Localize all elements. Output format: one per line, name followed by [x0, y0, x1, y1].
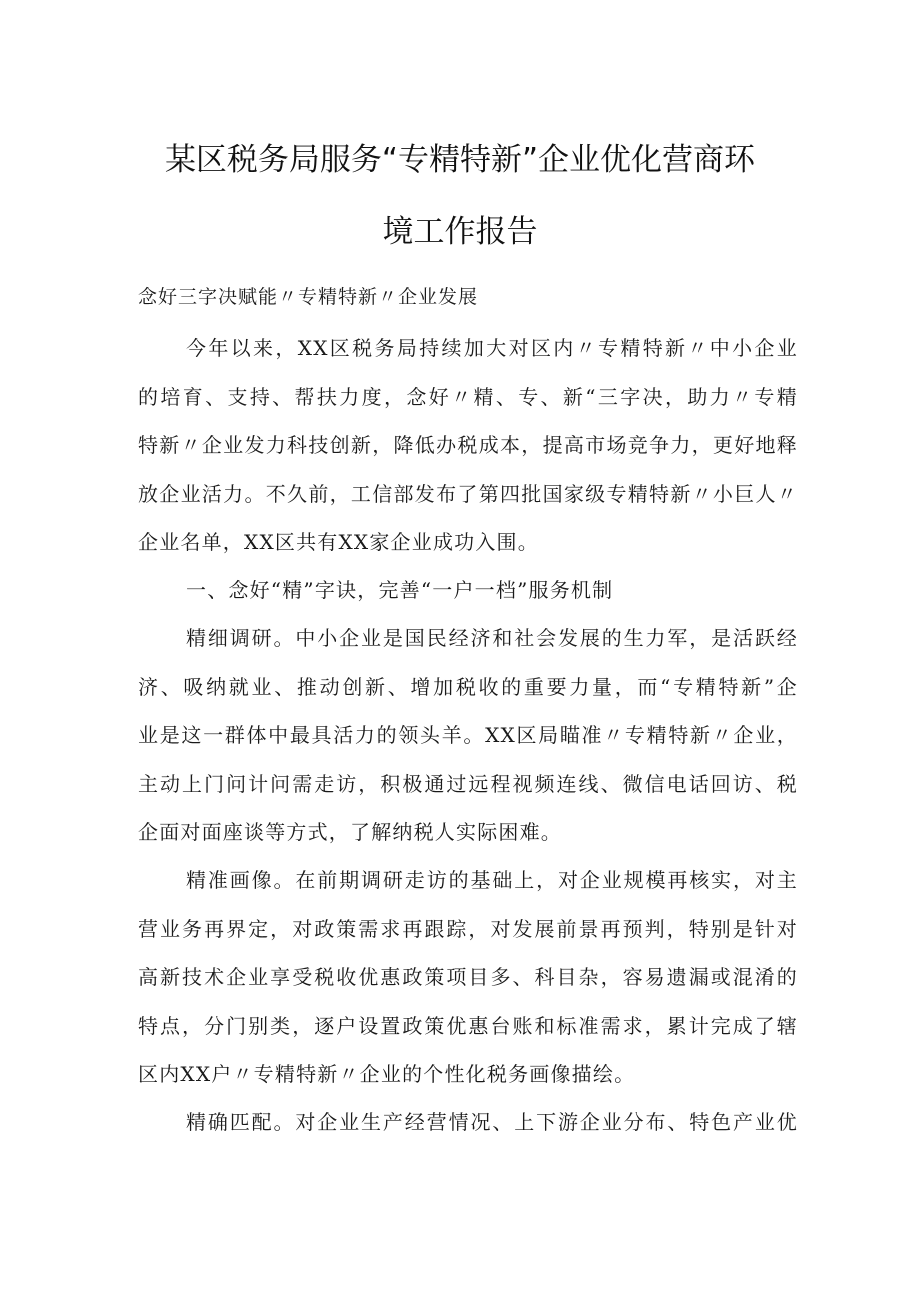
- paragraph-line: 企面对面座谈等方式，了解纳税人实际困难。: [138, 820, 562, 844]
- document-title-line-1: 某区税务局服务“专精特新”企业优化营商环: [164, 142, 756, 178]
- paragraph-fine-research: [138, 620, 798, 863]
- paragraph-line: 主动上门问计问需走访，积极通过远程视频连线、微信电话回访、税: [138, 771, 798, 796]
- paragraph-intro: [138, 330, 798, 573]
- paragraph-precise-profile: [138, 862, 798, 1105]
- paragraph-line: 区内XX户〃专精特新〃企业的个性化税务画像描绘。: [138, 1062, 636, 1086]
- section-heading-text: 一、念好“精”字诀，完善“一户一档”服务机制: [186, 578, 614, 602]
- paragraph-line: 的培育、支持、帮扶力度，念好〃精、专、新“三字决，助力〃专精: [138, 384, 798, 409]
- paragraph-line: 特点，分门别类，逐户设置政策优惠台账和标准需求，累计完成了辖: [138, 1013, 798, 1038]
- paragraph-precise-match: [138, 1104, 798, 1153]
- paragraph-line: 济、吸纳就业、推动创新、增加税收的重要力量，而“专精特新”企: [138, 674, 798, 699]
- document-subtitle: 念好三字决赋能〃专精特新〃企业发展: [138, 286, 479, 308]
- paragraph-line: 精准画像。在前期调研走访的基础上，对企业规模再核实，对主: [186, 868, 798, 892]
- paragraph-line: 业是这一群体中最具活力的领头羊。XX区局瞄准〃专精特新〃企业，: [138, 723, 798, 747]
- paragraph-line: 今年以来，XX区税务局持续加大对区内〃专精特新〃中小企业: [186, 336, 798, 360]
- paragraph-line: 企业名单，XX区共有XX家企业成功入围。: [138, 530, 539, 554]
- document-title-line-2: 境工作报告: [382, 214, 538, 250]
- paragraph-line: 高新技术企业享受税收优惠政策项目多、科目杂，容易遗漏或混淆的: [138, 965, 798, 989]
- paragraph-line: 特新〃企业发力科技创新，降低办税成本，提高市场竞争力，更好地释: [138, 433, 798, 457]
- paragraph-line: 营业务再界定，对政策需求再跟踪，对发展前景再预判，特别是针对: [138, 916, 798, 941]
- paragraph-line: 精确匹配。对企业生产经营情况、上下游企业分布、特色产业优: [186, 1110, 798, 1134]
- paragraph-line: 精细调研。中小企业是国民经济和社会发展的生力军，是活跃经: [186, 626, 798, 650]
- section-heading: [138, 572, 798, 621]
- paragraph-line: 放企业活力。不久前，工信部发布了第四批国家级专精特新〃小巨人〃: [138, 481, 798, 506]
